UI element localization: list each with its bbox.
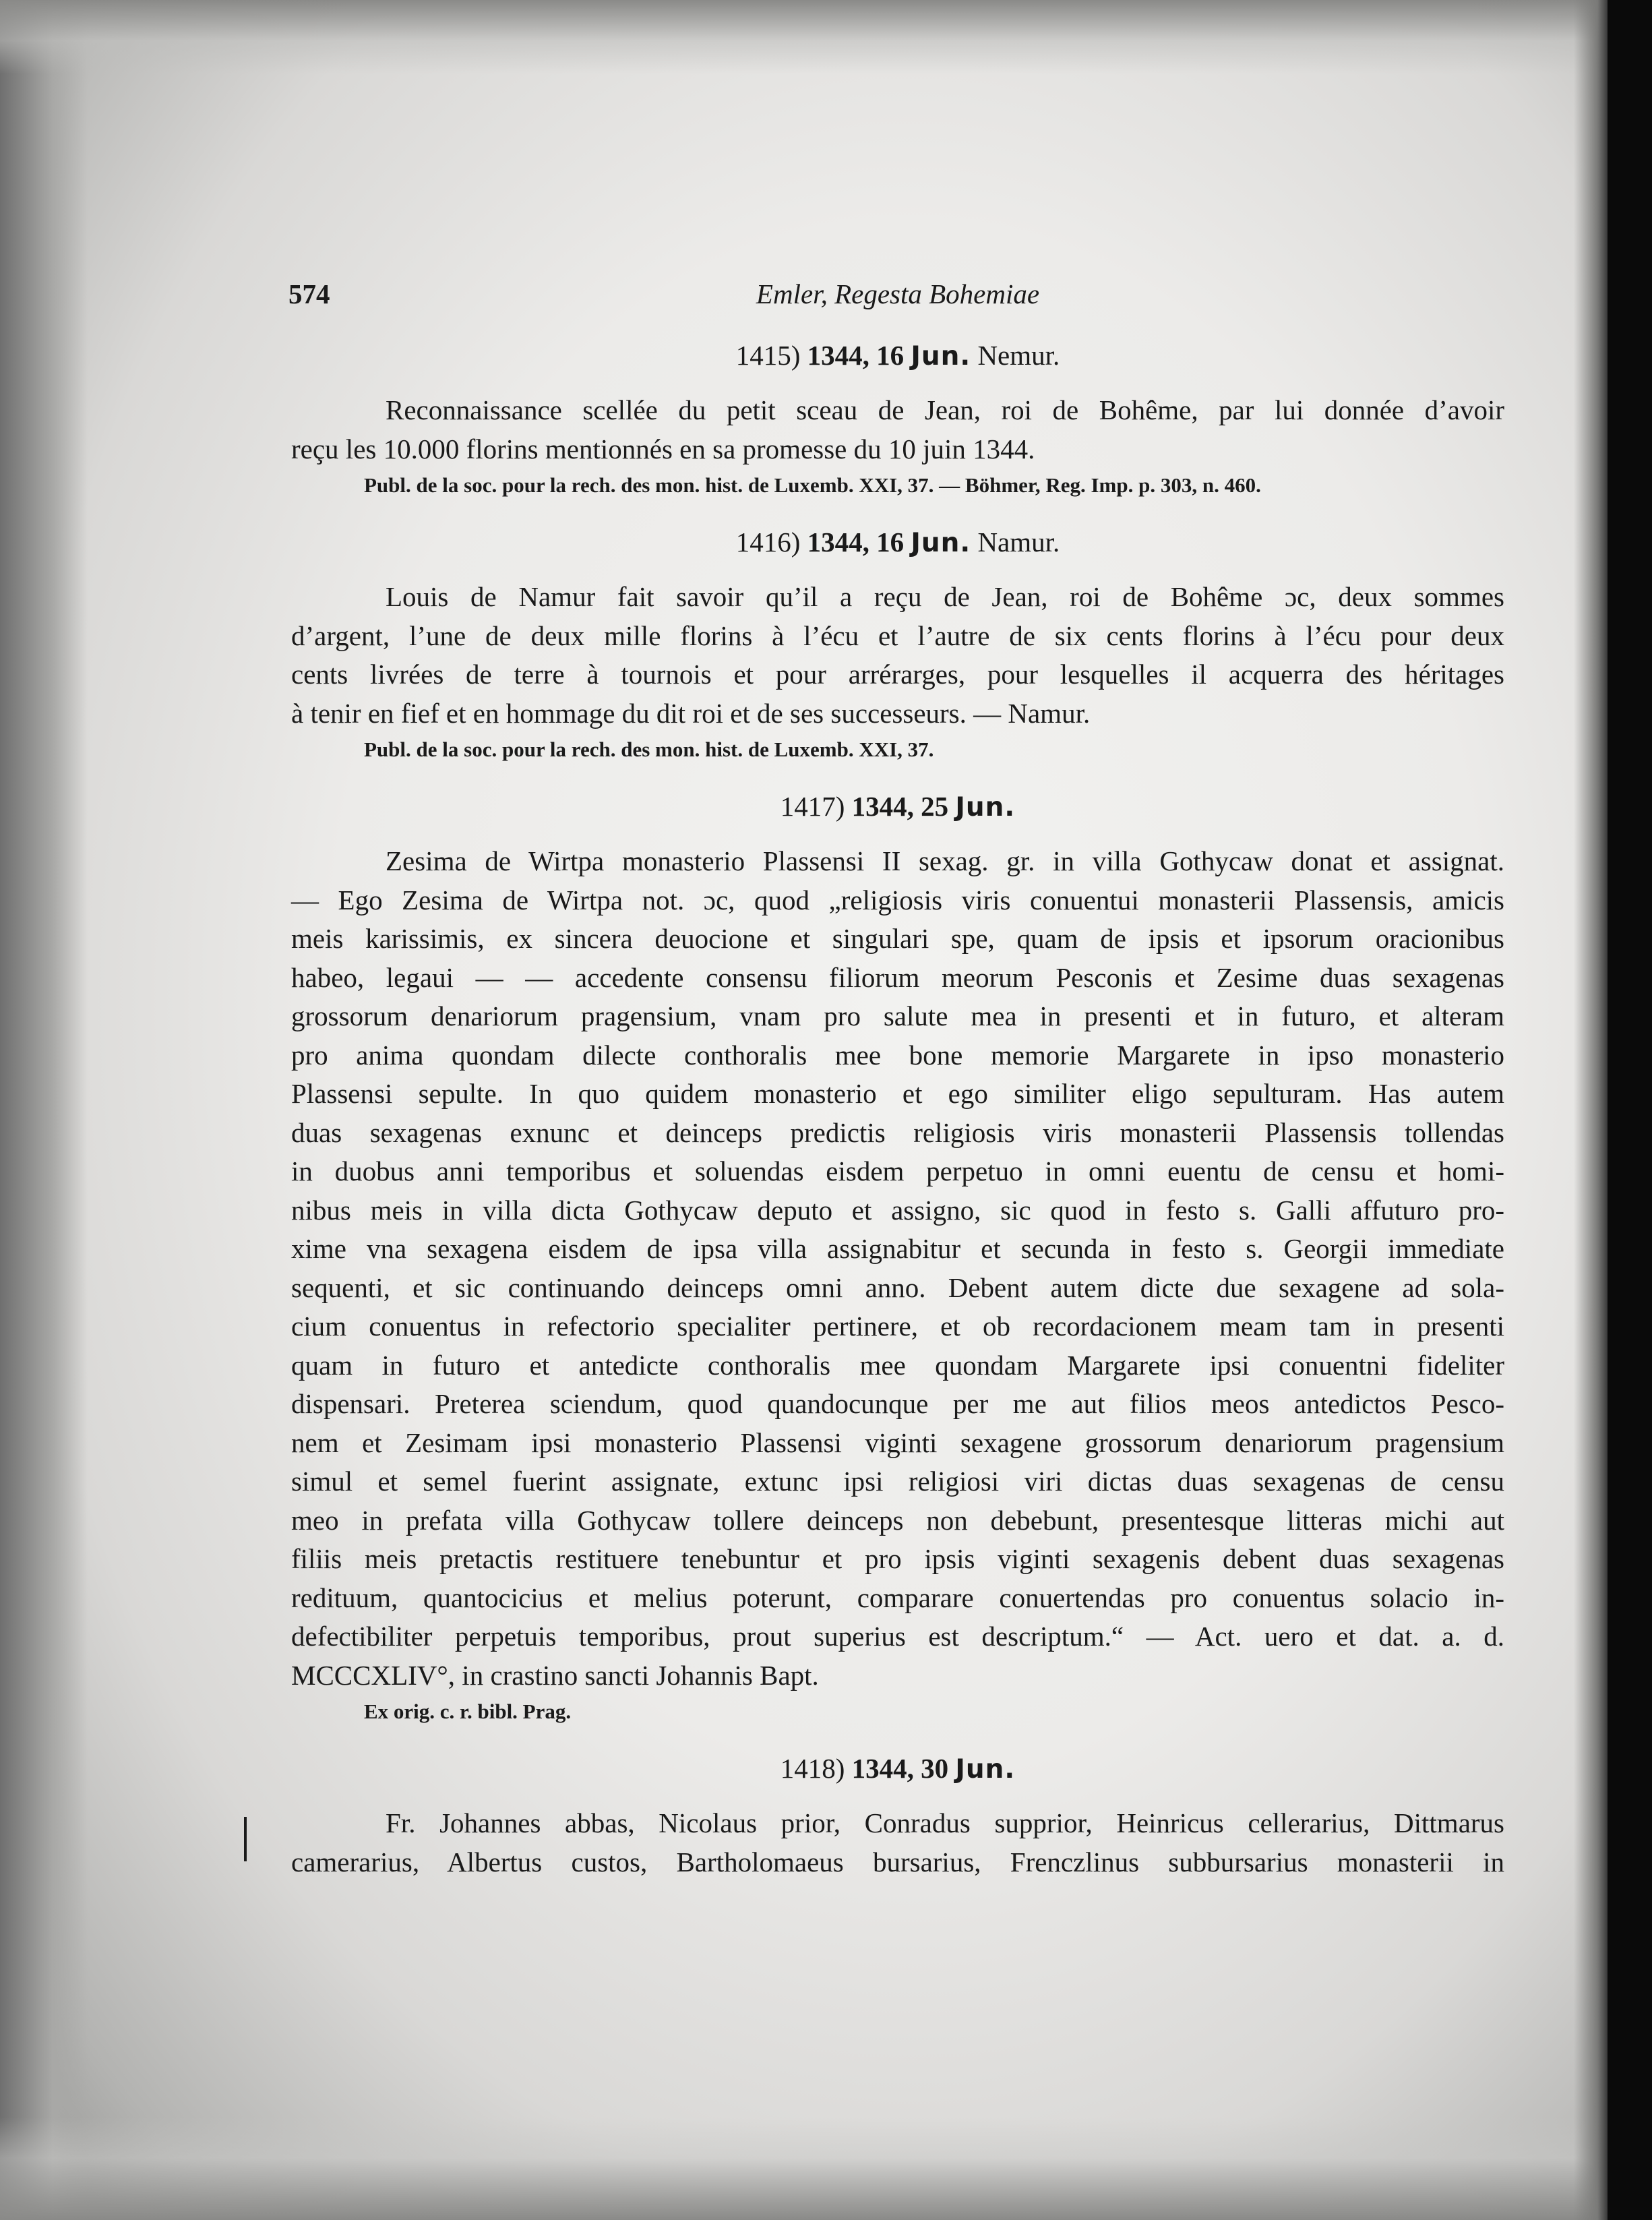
text-line: sequenti, et sic continuando deinceps omni anno. Debent autem dicte due sexagene ad sola-	[291, 1271, 1504, 1303]
entry-text	[291, 578, 1504, 733]
text-line: nem et Zesimam ipsi monasterio Plassensi viginti sexagene grossorum denariorum pragensium	[291, 1427, 1504, 1458]
entry-date: 1344, 25	[851, 791, 949, 822]
text-line: meo in prefata villa Gothycaw tollere deinceps non debebunt, presentesque litteras michi aut	[291, 1504, 1504, 1536]
text-line: pro anima quondam dilecte conthoralis mee bone memorie Margarete in ipso monasterio	[291, 1039, 1504, 1071]
entry-citation: Publ. de la soc. pour la rech. des mon. hist. de Luxemb. XXI, 37. — Böhmer, Reg. Imp. p. 303, n. 460.	[364, 473, 1261, 497]
entry-place: Namur.	[977, 527, 1060, 558]
entry-heading	[291, 1749, 1504, 1789]
text-line: — Ego Zesima de Wirtpa not. ɔc, quod „religiosis viris conuentui monasterii Plassensis, amicis	[291, 884, 1504, 916]
text-line: cents livrées de terre à tournois et pour arrérarges, pour lesquelles il acquerra des héritages	[291, 659, 1504, 690]
text-line: Louis de Namur fait savoir qu’il a reçu de Jean, roi de Bohême ɔc, deux sommes	[386, 581, 1504, 612]
entry-date: 1344, 16	[807, 340, 905, 371]
text-line: Zesima de Wirtpa monasterio Plassensi II sexag. gr. in villa Gothycaw donat et assignat.	[386, 845, 1504, 876]
running-head	[288, 270, 1504, 317]
text-line: simul et semel fuerint assignate, extunc ipsi religiosi viri dictas duas sexagenas de censu	[291, 1466, 1504, 1497]
entry-text	[291, 842, 1504, 1695]
entry-1416	[291, 522, 1504, 765]
text-line: d’argent, l’une de deux mille florins à l’écu et l’autre de six cents florins à l’écu pour deux	[291, 620, 1504, 651]
scan-shadow-bottom	[0, 2117, 1652, 2220]
text-line: Reconnaissance scellée du petit sceau de Jean, roi de Bohême, par lui donnée d’avoir	[386, 394, 1504, 425]
text-line: reçu les 10.000 florins mentionnés en sa promesse du 10 juin 1344.	[291, 433, 1035, 464]
running-title: Emler, Regesta Bohemiae	[756, 278, 1040, 309]
text-line: camerarius, Albertus custos, Bartholomaeus bursarius, Frenczlinus subbursarius monasterii in	[291, 1846, 1504, 1878]
text-line: meis karissimis, ex sincera deuocione et singulari spe, quam de ipsis et ipsorum oracionibus	[291, 923, 1504, 954]
text-line: defectibiliter perpetuis temporibus, prout superius est descriptum.“ — Act. uero et dat. a. d.	[291, 1621, 1504, 1652]
entry-citation: Publ. de la soc. pour la rech. des mon. hist. de Luxemb. XXI, 37.	[364, 738, 934, 761]
text-line: filiis meis pretactis restituere tenebuntur et pro ipsis viginti sexagenis debent duas sexagenas	[291, 1543, 1504, 1574]
scan-shadow-top	[0, 0, 1652, 74]
entry-1417	[291, 787, 1504, 1727]
entry-1418	[291, 1749, 1504, 1882]
entry-number: 1417)	[780, 791, 845, 822]
entry-month: Jun.	[955, 1754, 1016, 1784]
text-line: nibus meis in villa dicta Gothycaw deputo et assigno, sic quod in festo s. Galli affuturo pro-	[291, 1194, 1504, 1226]
document-page	[288, 270, 1504, 1882]
text-line: grossorum denariorum pragensium, vnam pro salute mea in presenti et in futuro, et alteram	[291, 1000, 1504, 1031]
entry-citation: Ex orig. c. r. bibl. Prag.	[364, 1700, 572, 1723]
entry-text	[291, 391, 1504, 469]
text-line: dispensari. Preterea sciendum, quod quandocunque per me aut filios meos antedictos Pesco-	[291, 1388, 1504, 1419]
entry-month: Jun.	[955, 792, 1016, 822]
text-line: duas sexagenas exnunc et deinceps predictis religiosis viris monasterii Plassensis tollendas	[291, 1116, 1504, 1148]
entry-number: 1418)	[780, 1753, 845, 1784]
entry-heading	[291, 336, 1504, 376]
margin-mark	[244, 1817, 247, 1861]
text-line: redituum, quantocicius et melius poterunt, comparare conuertendas pro conuentus solacio in-	[291, 1582, 1504, 1613]
entry-month: Jun.	[911, 528, 971, 558]
entry-text	[291, 1804, 1504, 1882]
entry-number: 1416)	[735, 527, 801, 558]
entry-month: Jun.	[911, 341, 971, 371]
entry-heading	[291, 522, 1504, 563]
text-line: Fr. Johannes abbas, Nicolaus prior, Conradus supprior, Heinricus cellerarius, Dittmarus	[386, 1807, 1504, 1838]
page-number: 574	[288, 278, 330, 309]
entry-date: 1344, 30	[851, 1753, 949, 1784]
entry-date: 1344, 16	[807, 527, 905, 558]
text-line: habeo, legaui — — accedente consensu filiorum meorum Pesconis et Zesime duas sexagenas	[291, 961, 1504, 993]
entry-heading	[291, 787, 1504, 827]
scan-shadow-left	[0, 0, 88, 2220]
text-line: xime vna sexagena eisdem de ipsa villa assignabitur et secunda in festo s. Georgii immediate	[291, 1233, 1504, 1264]
text-line: MCCCXLIV°, in crastino sancti Johannis Bapt.	[291, 1659, 819, 1691]
scan-border-right	[1608, 0, 1652, 2220]
entry-1415	[291, 336, 1504, 501]
entry-place: Nemur.	[977, 340, 1060, 371]
entry-number: 1415)	[735, 340, 801, 371]
text-line: cium conuentus in refectorio specialiter pertinere, et ob recordacionem meam tam in presenti	[291, 1311, 1504, 1342]
text-line: in duobus anni temporibus et soluendas eisdem perpetuo in omni euentu de censu et homi-	[291, 1156, 1504, 1187]
text-line: à tenir en fief et en hommage du dit roi et de ses successeurs. — Namur.	[291, 697, 1091, 729]
text-line: Plassensi sepulte. In quo quidem monasterio et ego similiter eligo sepulturam. Has autem	[291, 1078, 1504, 1109]
text-line: quam in futuro et antedicte conthoralis mee quondam Margarete ipsi conuentni fideliter	[291, 1349, 1504, 1381]
scan-shadow-right	[1574, 0, 1608, 2220]
